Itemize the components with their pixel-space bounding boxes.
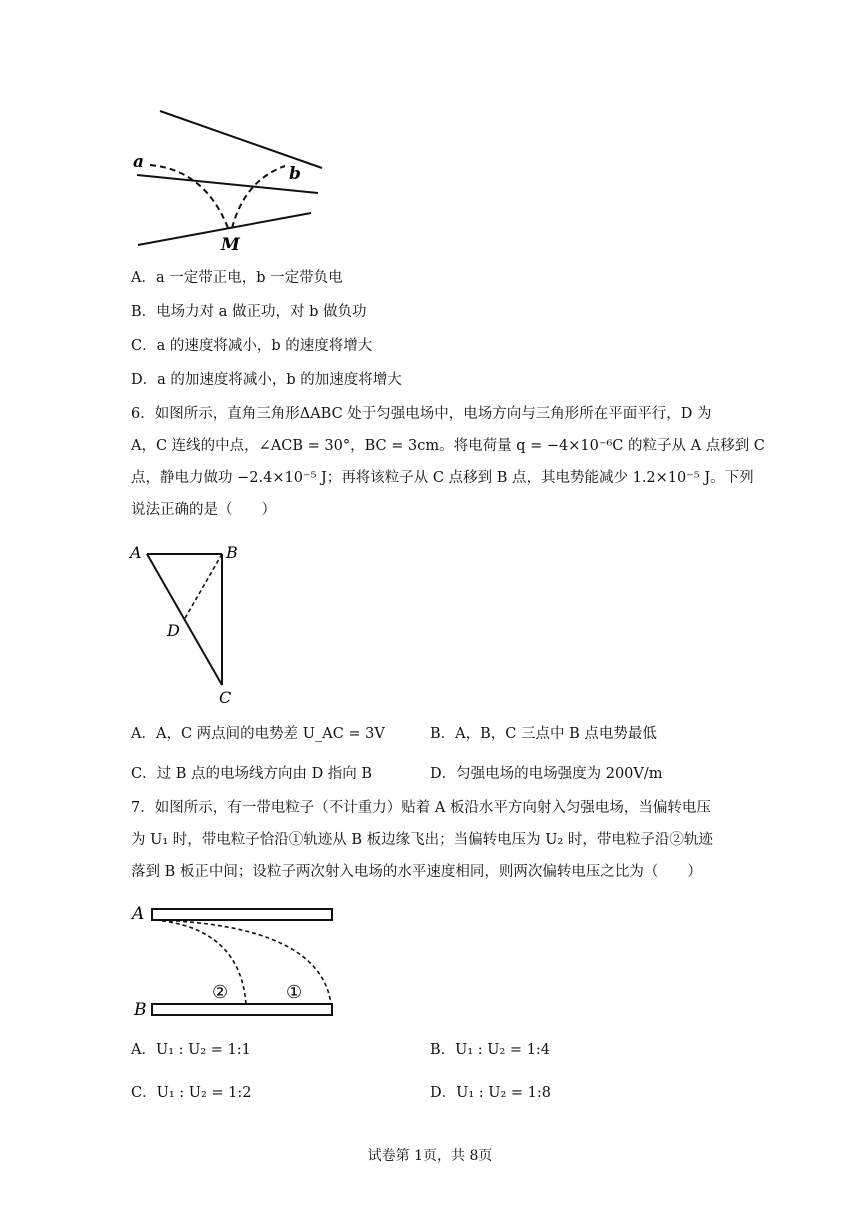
q6-option-b: B．A，B，C 三点中 B 点电势最低	[430, 726, 657, 742]
trajectory-2	[155, 920, 246, 1004]
q6-stem-line3: 点，静电力做功 −2.4×10⁻⁵ J；再将该粒子从 C 点移到 B 点，其电势能减少 1.2×10⁻⁵ J。下列	[131, 470, 754, 486]
plate-B	[152, 1004, 332, 1015]
q5-option-b: B．电场力对 a 做正功，对 b 做负功	[131, 304, 367, 320]
q5-option-d: D．a 的加速度将减小，b 的加速度将增大	[131, 372, 402, 388]
plate-B-label: B	[134, 1000, 147, 1020]
midpoint-D: D	[167, 621, 180, 640]
q5-option-c: C．a 的速度将减小，b 的速度将增大	[131, 338, 373, 354]
vertex-A: A	[130, 543, 142, 562]
q6-stem-line1: 6．如图所示，直角三角形ΔABC 处于匀强电场中，电场方向与三角形所在平面平行，D 为	[131, 406, 712, 422]
q7-stem-line3: 落到 B 板正中间；设粒子两次射入电场的水平速度相同，则两次偏转电压之比为（ ）	[131, 864, 702, 880]
q7-option-b: B．U₁ : U₂ = 1:4	[430, 1042, 551, 1058]
plate-A-label: A	[132, 904, 145, 924]
q6-option-a: A．A，C 两点间的电势差 U_AC = 3V	[131, 726, 385, 742]
q6-stem-line4: 说法正确的是（ ）	[131, 502, 276, 518]
q6-option-c: C．过 B 点的电场线方向由 D 指向 B	[131, 766, 373, 782]
q7-option-a: A．U₁ : U₂ = 1:1	[131, 1042, 251, 1058]
q7-stem-line2: 为 U₁ 时，带电粒子恰沿①轨迹从 B 板边缘飞出；当偏转电压为 U₂ 时，带电粒子沿②轨迹	[131, 832, 713, 848]
label-a: a	[133, 152, 145, 172]
q7-option-c: C．U₁ : U₂ = 1:2	[131, 1085, 252, 1101]
track-2-label: ②	[212, 982, 229, 1003]
plate-A	[152, 909, 332, 920]
q6-stem-line2: A，C 连线的中点，∠ACB = 30°，BC = 3cm。将电荷量 q = −4×10⁻⁶C 的粒子从 A 点移到 C	[131, 438, 765, 454]
page-footer: 试卷第 1页，共 8页	[367, 1148, 493, 1164]
label-M: M	[221, 235, 240, 255]
q7-stem-line1: 7．如图所示，有一带电粒子（不计重力）贴着 A 板沿水平方向射入匀强电场，当偏转电压	[131, 800, 711, 816]
vertex-C: C	[219, 688, 232, 707]
label-b: b	[289, 164, 301, 184]
q7-option-d: D．U₁ : U₂ = 1:8	[430, 1085, 551, 1101]
vertex-B: B	[226, 543, 238, 562]
trajectory-1	[155, 920, 331, 1004]
q5-option-a: A．a 一定带正电，b 一定带负电	[131, 270, 343, 286]
q6-option-d: D．匀强电场的电场强度为 200V/m	[430, 766, 663, 782]
track-1-label: ①	[286, 982, 303, 1003]
